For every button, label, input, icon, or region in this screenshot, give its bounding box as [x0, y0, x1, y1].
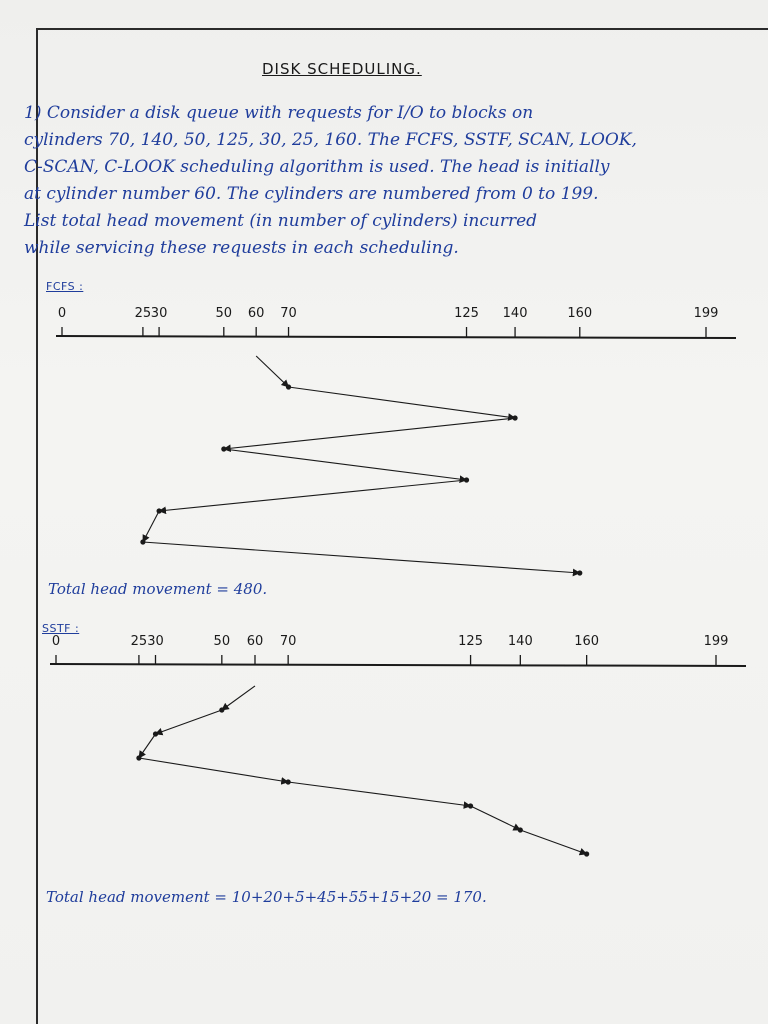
fcfs-request-point [140, 539, 145, 544]
fcfs-tick-label: 50 [215, 306, 233, 321]
fcfs-tick-label: 140 [502, 306, 528, 321]
sstf-tick-label: 25 [130, 634, 148, 649]
fcfs-move-segment [256, 356, 288, 387]
fcfs-tick-label: 0 [57, 306, 67, 321]
fcfs-tick-label: 125 [454, 306, 479, 321]
sstf-axis-line [50, 664, 746, 666]
sstf-move-segment [288, 782, 470, 806]
fcfs-request-point [577, 570, 582, 575]
fcfs-total: Total head movement = 480. [48, 580, 268, 598]
fcfs-move-segment [143, 542, 580, 573]
sstf-move-segment [471, 806, 521, 830]
fcfs-request-point [464, 477, 469, 482]
sstf-request-point [468, 803, 473, 808]
sstf-tick-label: 199 [703, 634, 729, 649]
sstf-move-segment [139, 734, 156, 758]
fcfs-move-segment [289, 387, 516, 418]
sstf-move-segment [155, 710, 221, 734]
sstf-tick-label: 0 [51, 634, 61, 649]
fcfs-move-segment [143, 511, 159, 542]
fcfs-move-segment [224, 449, 467, 480]
problem-line: List total head movement (in number of cylinders) incurred [24, 211, 538, 231]
problem-line: cylinders 70, 140, 50, 125, 30, 25, 160. The FCFS, SSTF, SCAN, LOOK, [24, 130, 637, 150]
sstf-request-point [153, 731, 158, 736]
fcfs-request-point [512, 415, 517, 420]
sstf-request-point [286, 779, 291, 784]
sstf-move-segment [520, 830, 586, 854]
sstf-tick-label: 30 [147, 634, 164, 649]
sstf-tick-label: 50 [213, 634, 231, 649]
fcfs-request-point [221, 446, 226, 451]
fcfs-tick-label: 25 [134, 306, 152, 321]
sstf-tick-label: 140 [507, 634, 533, 649]
sstf-tick-label: 160 [574, 634, 600, 649]
sstf-label: SSTF : [42, 622, 80, 635]
sstf-tick-label: 70 [279, 634, 297, 649]
sstf-total: Total head movement = 10+20+5+45+55+15+20 = 170. [46, 888, 487, 906]
fcfs-tick-label: 70 [280, 306, 297, 321]
fcfs-tick-label: 199 [693, 306, 719, 321]
problem-line: at cylinder number 60. The cylinders are numbered from 0 to 199. [24, 184, 599, 204]
fcfs-tick-label: 60 [247, 306, 265, 321]
sstf-move-segment [222, 686, 255, 710]
fcfs-move-segment [159, 480, 466, 511]
page-title: DISK SCHEDULING. [262, 60, 422, 78]
sstf-tick-label: 60 [246, 634, 264, 649]
sstf-tick-label: 125 [458, 634, 483, 649]
fcfs-request-point [286, 384, 291, 389]
fcfs-tick-label: 30 [150, 306, 168, 321]
problem-line: 1) Consider a disk queue with requests for I/O to blocks on [24, 103, 534, 123]
sstf-move-segment [139, 758, 288, 782]
fcfs-axis-line [56, 336, 736, 338]
fcfs-label: FCFS : [46, 280, 84, 293]
sstf-request-point [518, 827, 523, 832]
fcfs-move-segment [224, 418, 515, 449]
fcfs-request-point [156, 508, 161, 513]
problem-line: C-SCAN, C-LOOK scheduling algorithm is used. The head is initially [24, 157, 610, 177]
problem-line: while servicing these requests in each scheduling. [24, 238, 459, 258]
sstf-request-point [584, 851, 589, 856]
sstf-request-point [136, 755, 141, 760]
sstf-request-point [219, 707, 224, 712]
fcfs-tick-label: 160 [567, 306, 593, 321]
